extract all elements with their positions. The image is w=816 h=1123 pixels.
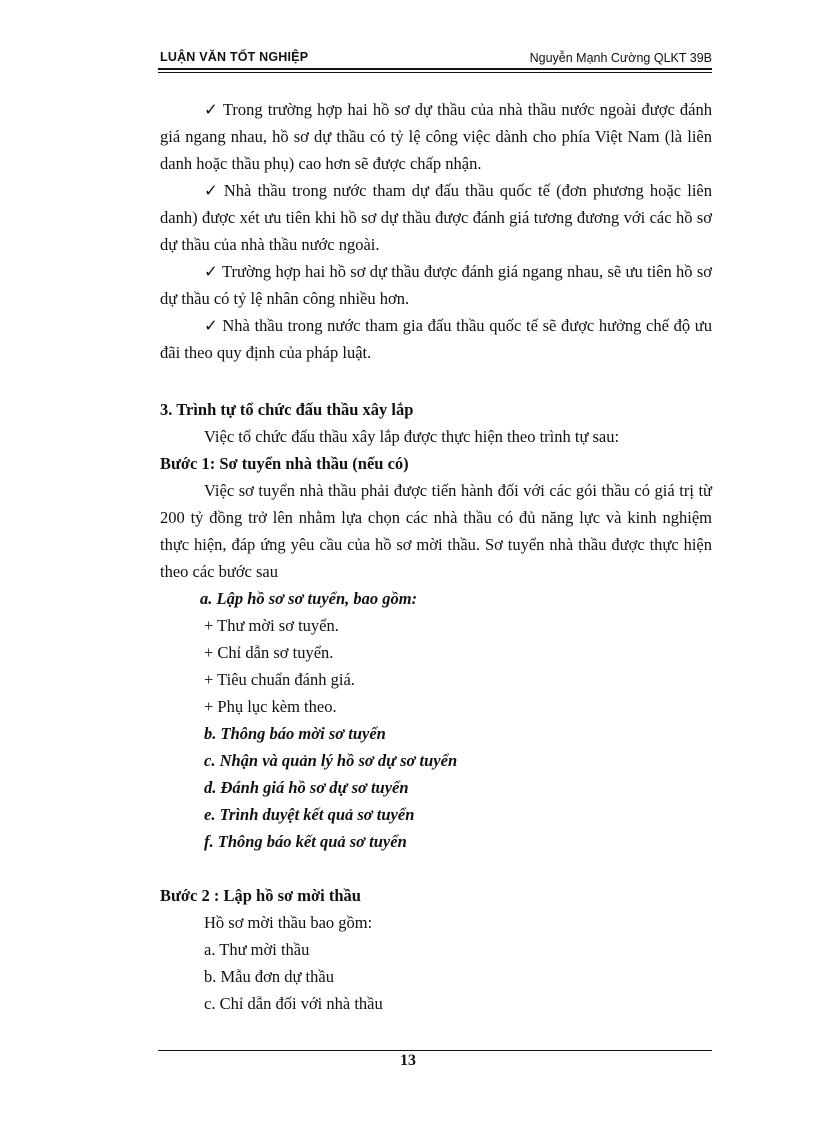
page-number: 13 [400,1052,416,1069]
section-intro: Việc tổ chức đấu thầu xây lắp được thực hiện theo trình tự sau: [204,427,620,446]
step1-sub-a: a. Lập hồ sơ sơ tuyển, bao gồm: [200,589,418,608]
page-body [160,96,712,1017]
step1-heading: Bước 1: Sơ tuyển nhà thầu (nếu có) [160,454,409,473]
step1-sub-item: b. Thông báo mời sơ tuyển [204,724,386,743]
step2-intro: Hồ sơ mời thầu bao gồm: [204,913,373,932]
step1-paragraph: Việc sơ tuyển nhà thầu phải được tiến hành đối với các gói thầu có giá trị từ 200 tỷ đồng trở lên nhằm lựa chọn các nhà thầu có đủ năng lực và kinh nghiệm thực hiện, đáp ứng yêu cầu của hồ sơ mời thầu. Sơ tuyển nhà thầu được thực hiện theo các bước sau [160,481,712,581]
step1-sub-item: c. Nhận và quản lý hồ sơ dự sơ tuyển [204,751,458,770]
step1-sub-item: d. Đánh giá hồ sơ dự sơ tuyển [204,778,409,797]
checkmark-icon: ✓ [204,316,219,335]
running-header-title: LUẬN VĂN TỐT NGHIỆP [160,50,309,64]
header-rule [158,68,712,70]
list-item: + Phụ lục kèm theo. [204,697,337,716]
step2-heading: Bước 2 : Lập hồ sơ mời thầu [160,886,361,905]
running-header-author: Nguyễn Mạnh Cường QLKT 39B [529,51,712,65]
bullet-paragraph-4: ✓ Nhà thầu trong nước tham gia đấu thầu quốc tế sẽ được hưởng chế độ ưu đãi theo quy định của pháp luật. [160,316,712,362]
list-item: + Tiêu chuẩn đánh giá. [204,670,355,689]
checkmark-icon: ✓ [204,262,219,281]
checkmark-icon: ✓ [204,181,220,200]
step1-sub-item: f. Thông báo kết quả sơ tuyển [204,832,407,851]
bullet-paragraph-1: ✓ Trong trường hợp hai hồ sơ dự thầu của nhà thầu nước ngoài được đánh giá ngang nhau, hồ sơ dự thầu có tỷ lệ công việc dành cho phía Việt Nam (là liên danh hoặc thầu phụ) cao hơn sẽ được chấp nhận. [160,100,712,173]
list-item: c. Chỉ dẫn đối với nhà thầu [204,994,383,1013]
section-heading: 3. Trình tự tổ chức đấu thầu xây lắp [160,400,414,419]
bullet-paragraph-3: ✓ Trường hợp hai hồ sơ dự thầu được đánh giá ngang nhau, sẽ ưu tiên hồ sơ dự thầu có tỷ lệ nhân công nhiều hơn. [160,262,712,308]
list-item: a. Thư mời thầu [204,940,310,959]
list-item: + Chỉ dẫn sơ tuyển. [204,643,334,662]
header-rule-thin [158,72,712,73]
bullet-paragraph-2: ✓ Nhà thầu trong nước tham dự đấu thầu quốc tế (đơn phương hoặc liên danh) được xét ưu tiên khi hồ sơ dự thầu được đánh giá tương đương với các hồ sơ dự thầu của nhà thầu nước ngoài. [160,181,712,254]
footer-rule [158,1050,712,1051]
list-item: + Thư mời sơ tuyển. [204,616,339,635]
step1-sub-item: e. Trình duyệt kết quả sơ tuyển [204,805,415,824]
list-item: b. Mẫu đơn dự thầu [204,967,334,986]
checkmark-icon: ✓ [204,100,219,119]
